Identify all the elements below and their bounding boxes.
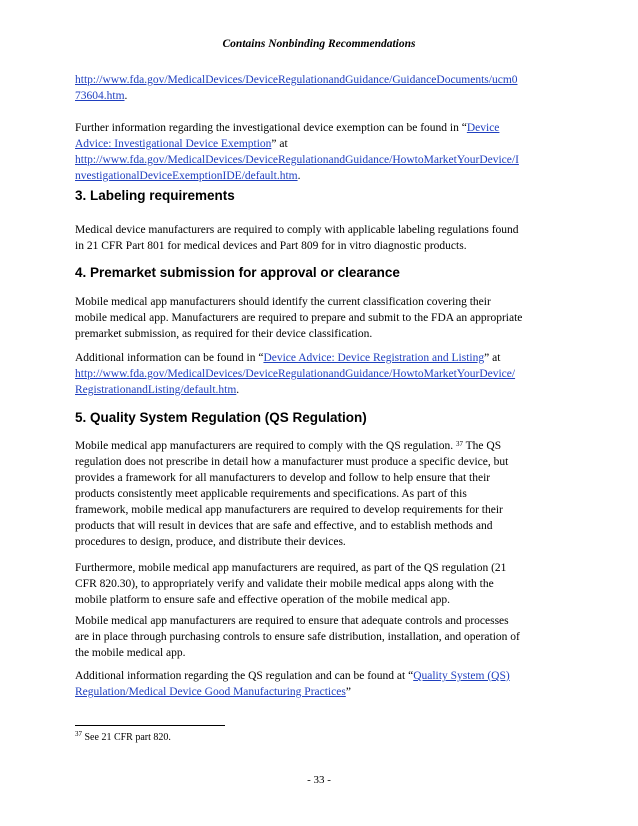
text-line: in 21 CFR Part 801 for medical devices and Part 809 for in vitro diagnostic products. [75,240,467,252]
ide-url-link-line1[interactable]: http://www.fda.gov/MedicalDevices/DeviceRegulationandGuidance/HowtoMarketYourDevice/I [75,154,519,166]
paragraph-premarket [75,294,567,342]
text-line: mobile medical app. Manufacturers are required to prepare and submit to the FDA an appropriate [75,312,523,324]
footnote-37 [75,732,171,743]
text-line: the mobile medical app. [75,647,186,659]
ide-advice-link-part2[interactable]: Advice: Investigational Device Exemption [75,138,272,150]
paragraph-purchasing-controls [75,613,567,661]
page-number: - 33 - [307,774,331,786]
text-line: Medical device manufacturers are required to comply with applicable labeling regulations found [75,224,519,236]
text-line: Mobile medical app manufacturers are required to comply with the QS regulation. [75,440,454,452]
registration-url-link-line2[interactable]: RegistrationandListing/default.htm [75,384,237,396]
registration-at-text: ” at [484,352,501,364]
footnote-divider [75,725,225,726]
period: . [124,90,128,102]
paragraph-qs-additional-info [75,668,567,700]
paragraph-ide [75,120,567,184]
footnote-number: 37 [75,730,82,738]
heading-premarket-submission: 4. Premarket submission for approval or clearance [75,265,400,280]
footnote-reference[interactable]: 37 [455,440,463,448]
qs-intro-text: Additional information regarding the QS regulation and can be found at “ [75,670,414,682]
text-line: framework, mobile medical app manufacturers are required to develop requirements for their [75,504,503,516]
footnote-text: See 21 CFR part 820. [82,732,171,743]
qs-regulation-link-part2[interactable]: Regulation/Medical Device Good Manufacturing Practices [75,686,346,698]
period: . [236,384,240,396]
registration-listing-link[interactable]: Device Advice: Device Registration and Listing [263,352,485,364]
text-line: products consistently meet applicable requirements and specifications. As part of this [75,488,467,500]
text-line: products that will result in devices that are safe and effective, and to establish methods and [75,520,493,532]
guidance-url-link-line1[interactable]: http://www.fda.gov/MedicalDevices/DeviceRegulationandGuidance/GuidanceDocuments/ucm0 [75,74,518,86]
ide-url-link-line2[interactable]: nvestigationalDeviceExemptionIDE/default.htm [75,170,298,182]
ide-at-text: ” at [271,138,288,150]
closing-quote: ” [345,686,351,698]
text-line: Mobile medical app manufacturers are required to ensure that adequate controls and processes [75,615,509,627]
text-line: procedures to design, produce, and distribute their devices. [75,536,346,548]
paragraph-url-continuation [75,72,567,104]
registration-intro-text: Additional information can be found in “ [75,352,264,364]
text-line: Mobile medical app manufacturers should identify the current classification covering their [75,296,491,308]
running-header: Contains Nonbinding Recommendations [222,38,416,50]
text-line: premarket submission, as required for their device classification. [75,328,373,340]
text-line: mobile platform to ensure safe and effective operation of the mobile medical app. [75,594,450,606]
text-line: provides a framework for all manufacturers to develop and follow to help ensure that their [75,472,491,484]
text-line: The QS [462,440,502,452]
heading-labeling-requirements: 3. Labeling requirements [75,188,235,203]
ide-intro-text: Further information regarding the investigational device exemption can be found in “ [75,122,467,134]
heading-quality-system-regulation: 5. Quality System Regulation (QS Regulation) [75,410,367,425]
qs-regulation-link-part1[interactable]: Quality System (QS) [413,670,510,682]
text-line: Furthermore, mobile medical app manufacturers are required, as part of the QS regulation (21 [75,562,507,574]
text-line: regulation does not prescribe in detail how a manufacturer must produce a specific device, but [75,456,509,468]
ide-advice-link-part1[interactable]: Device [466,122,500,134]
text-line: CFR 820.30), to appropriately verify and validate their mobile medical apps along with the [75,578,494,590]
guidance-url-link-line2[interactable]: 73604.htm [75,90,125,102]
paragraph-registration-listing [75,350,567,398]
paragraph-qs-regulation [75,438,567,550]
paragraph-verify-validate [75,560,567,608]
registration-url-link-line1[interactable]: http://www.fda.gov/MedicalDevices/DeviceRegulationandGuidance/HowtoMarketYourDevice/ [75,368,516,380]
text-line: are in place through purchasing controls to ensure safe distribution, installation, and operation of [75,631,520,643]
paragraph-labeling [75,222,567,254]
period: . [297,170,301,182]
